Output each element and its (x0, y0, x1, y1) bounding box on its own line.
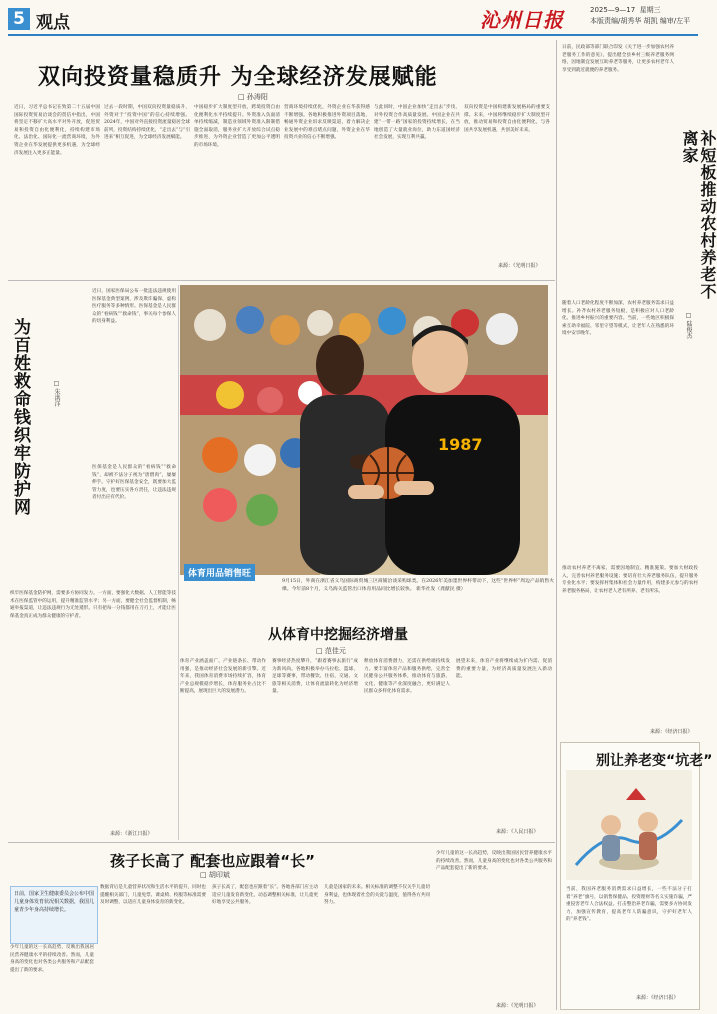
sports-goods-photo (180, 285, 548, 575)
bottom-byline: □ 胡印斌 (200, 871, 230, 879)
left-body-3: 织牢医保基金防护网，需要多方协同发力。一方面，要强化大数据、人工智能等技术在医保监管中的运用，提升精准监管水平；另一方面，要健全社会监督机制，畅通举报渠道，让违法违规行为无处遁形。只有把每一分钱都用在刀刃上，才能让医保基金真正成为群众健康的守护者。 (10, 591, 176, 619)
right-author: 陆俊杰 (685, 320, 692, 339)
section-name: 观点 (36, 13, 70, 33)
divider (8, 280, 555, 281)
left-body-2: 医保基金是人民群众的“看病钱”“救命钱”，却被不法分子视为“唐僧肉”，屡屡伸手。守护好医保基金安全，既要加大监管力度，也要压实各方责任，让违法违规者付出应有代价。 (92, 465, 176, 501)
right-body-3: 推动农村养老不离家，需要因地制宜、精准施策。要加大财政投入，完善农村养老服务设施；要培育壮大养老服务队伍，提升服务专业化水平；要发挥村集体和社会力量作用，构建多元参与的农村养老服务格局，让农村老人老有所养、老有所乐。 (562, 566, 698, 594)
bottom-author: 胡印斌 (208, 871, 230, 879)
lead-col-1: 近日，习近平总书记在致第二十五届中国国际投资贸易洽谈会的贺信中指出，中国将坚定不移扩大高水平对外开放，促进贸易和投资自由化便利化，持续构建市场化、法治化、国际化一流营商环境，为外资企业在华发展提供更多机遇，为全球经济发展注入更多正能量。 (14, 105, 100, 156)
left-author: 朱洪洋 (53, 388, 60, 407)
consumption-source: 来源：《人民日报》 (496, 829, 539, 835)
lead-col-3: 中国稳步扩大制度型开放，跨境投资自由化便利化水平持续提升。外资准入负面清单持续缩减，制造业领域外资准入限制措施全面取消，服务业扩大开放综合试点稳步推进，为外资企业营造了更加公平透明的市场环境。 (194, 105, 280, 148)
consumption-col-3: 释放体育消费潜力，还需在供给端持续发力。要丰富体育产品和服务供给，完善全民健身公共服务体系，推动体育与旅游、文化、健康等产业深度融合，更好满足人民群众多样化体育需求。 (364, 659, 450, 695)
pension-body: 当前，我国养老服务消费需求日益增长，一些不法分子打着“养老”旗号，以销售保健品、投资理财等名义实施诈骗，严重侵害老年人合法权益。打击整治养老诈骗，需要多方协同发力，加强宣传教育，提高老年人防骗意识，守护好老年人的“养老钱”。 (566, 887, 692, 923)
consumption-col-4: 展望未来，体育产业将继续成为扩内需、促消费的重要力量，为经济高质量发展注入新动能。 (456, 659, 552, 680)
consumption-byline: □ 范佳元 (316, 647, 346, 655)
shirt-print: 1987 (438, 435, 483, 454)
page-number-badge: 5 (8, 8, 30, 30)
bottom-col-2: 数据背后是儿童营养状况和生活水平的提升，同时也提醒相关部门，儿童免票、课桌椅、校服等标准需要及时调整，以适应儿童身体发育的新变化。 (100, 885, 206, 906)
photo-credit: 新华社发（龚献民 摄） (416, 586, 466, 592)
bottom-col-3: 孩子长高了，配套也应跟着“长”。各地各部门应主动适应儿童发育新变化，动态调整相关标准，让儿童更好地享受公共服务。 (212, 885, 318, 906)
consumption-author: 范佳元 (324, 647, 346, 655)
newspaper-logo: 沁州日报 (480, 8, 564, 32)
consumption-col-1: 体育产业涵盖面广、产业链条长、带动作用强，是推动经济社会发展的新引擎。近年来，我国体育消费市场持续扩容，体育产业总规模稳步增长，体育服务业占比不断提高，展现出巨大的发展潜力。 (180, 659, 266, 695)
bottom-intro-box: 日前，国家卫生健康委员会公布中国儿童身体发育状况相关数据，我国儿童青少年身高持续增长。 (10, 886, 98, 944)
pension-source: 来源：《经济日报》 (636, 995, 679, 1001)
lead-col-5: 与此同时，中国企业加快“走出去”步伐，对外投资合作高质量发展。中国企业在共建“一带一路”国家的投资持续增长，在当地创造了大量就业岗位，助力东道国经济社会发展，实现互利共赢。 (374, 105, 460, 141)
right-body-1: 日前，民政部等部门联合印发《关于进一步加强农村养老服务工作的意见》，提出健全县乡村三级养老服务网络，因地制宜发展互助养老等服务，让更多农村老年人享受到就近就便的养老服务。 (562, 45, 674, 73)
left-source: 来源：《浙江日报》 (110, 831, 153, 837)
bottom-source: 来源：《光明日报》 (496, 1003, 539, 1009)
bottom-col-5: 少年儿童的这一长高趋势，反映出我国居民营养健康水平的持续改善。然而，儿童身高的变化也对各类公共服务和产品配套提出了新的要求。 (436, 851, 552, 872)
bottom-col-4: 儿童是国家的未来。相关标准的调整不仅关乎儿童切身利益，也体现着社会的关爱与温度，值得各方共同努力。 (324, 885, 430, 906)
lead-headline: 双向投资量稳质升 为全球经济发展赋能 (38, 65, 438, 90)
issue-weekday: 星期三 (639, 6, 661, 14)
lead-col-4: 营商环境持续优化，外资企业在华获得感不断增强。各地积极推进外资项目落地，畅通外资企业诉求反映渠道，着力解决企业发展中的难点堵点问题，外资企业在华投资兴业的信心不断增强。 (284, 105, 370, 141)
lead-col-2: 过去一段时期，中国双向投资量稳质升，外资对于“投资中国”的信心持续增强。2024年，中国对外直接投资流量稳居全球前列，投资结构持续优化，“走出去”与“引进来”相互促进，为全球经济发展赋能。 (104, 105, 190, 141)
lead-byline: □ 孙涛阳 (238, 93, 268, 101)
photo-caption-tag: 体育用品销售旺 (184, 564, 255, 581)
masthead-meta (590, 5, 690, 27)
right-body-2: 随着人口老龄化程度不断加深，农村养老服务需求日益增长。补齐农村养老服务短板，是积极应对人口老龄化、推进乡村振兴的重要内容。当前，一些地区积极探索互助幸福院、邻里守望等模式，让老年人在熟悉的环境中安享晚年。 (562, 301, 674, 337)
masthead-rule (8, 34, 698, 36)
pension-illustration (566, 770, 692, 880)
right-headline: 补短板推动农村养老不离家 (680, 130, 717, 300)
consumption-col-2: 赛事经济热度攀升，“跟着赛事去旅行”成为新风尚。各地积极举办马拉松、篮球、足球等赛事，带动餐饮、住宿、交通、文旅等相关消费，让体育流量转化为经济增量。 (272, 659, 358, 695)
divider (178, 285, 179, 840)
bottom-col-1: 少年儿童的这一长高趋势，反映出我国居民营养健康水平的持续改善。然而，儿童身高的变化也对各类公共服务和产品配套提出了新的要求。 (10, 945, 94, 973)
left-byline: □ 朱洪洋 (53, 380, 60, 407)
lead-col-6: 双向投资是中国构建新发展格局的重要支撑。未来，中国将继续稳步扩大制度型开放，推动贸易和投资自由化便利化，与各国共享发展机遇，共创美好未来。 (464, 105, 550, 133)
divider (556, 40, 557, 1010)
left-body-1: 近日，国家医保局公布一批违法违规使用医保基金典型案例，涉及欺诈骗保、虚构医疗服务等多种情形。医保基金是人民群众的“看病钱”“救命钱”，事关每个参保人的切身利益。 (92, 289, 176, 325)
consumption-headline: 从体育中挖掘经济增量 (268, 627, 408, 643)
right-source: 来源：《经济日报》 (650, 729, 693, 735)
lead-source: 来源：《光明日报》 (498, 263, 541, 269)
pension-headline: 别让养老变“坑老” (596, 753, 713, 769)
left-headline: 为百姓救命钱织牢防护网 (10, 318, 30, 516)
lead-author: 孙涛阳 (246, 93, 268, 101)
photo-caption (282, 578, 554, 616)
editor-credits: 本版责编/胡秀华 胡凯 编审/左平 (590, 17, 691, 25)
divider (8, 842, 555, 843)
photo-caption-text: 9月15日，外商在浙江省义乌国际商贸城三区商铺洽谈采购球类。在2026年美加墨世界杯带动下，这些“世界杯”周边产品销售火爆。今年前8个月，义乌海关监管出口体育用品同比增长较快。 (282, 579, 554, 592)
photo-illustration (180, 285, 548, 575)
issue-date: 2025—9—17 (590, 6, 636, 14)
bottom-headline: 孩子长高了 配套也应跟着“长” (110, 852, 315, 870)
right-byline: □ 陆俊杰 (685, 312, 692, 339)
